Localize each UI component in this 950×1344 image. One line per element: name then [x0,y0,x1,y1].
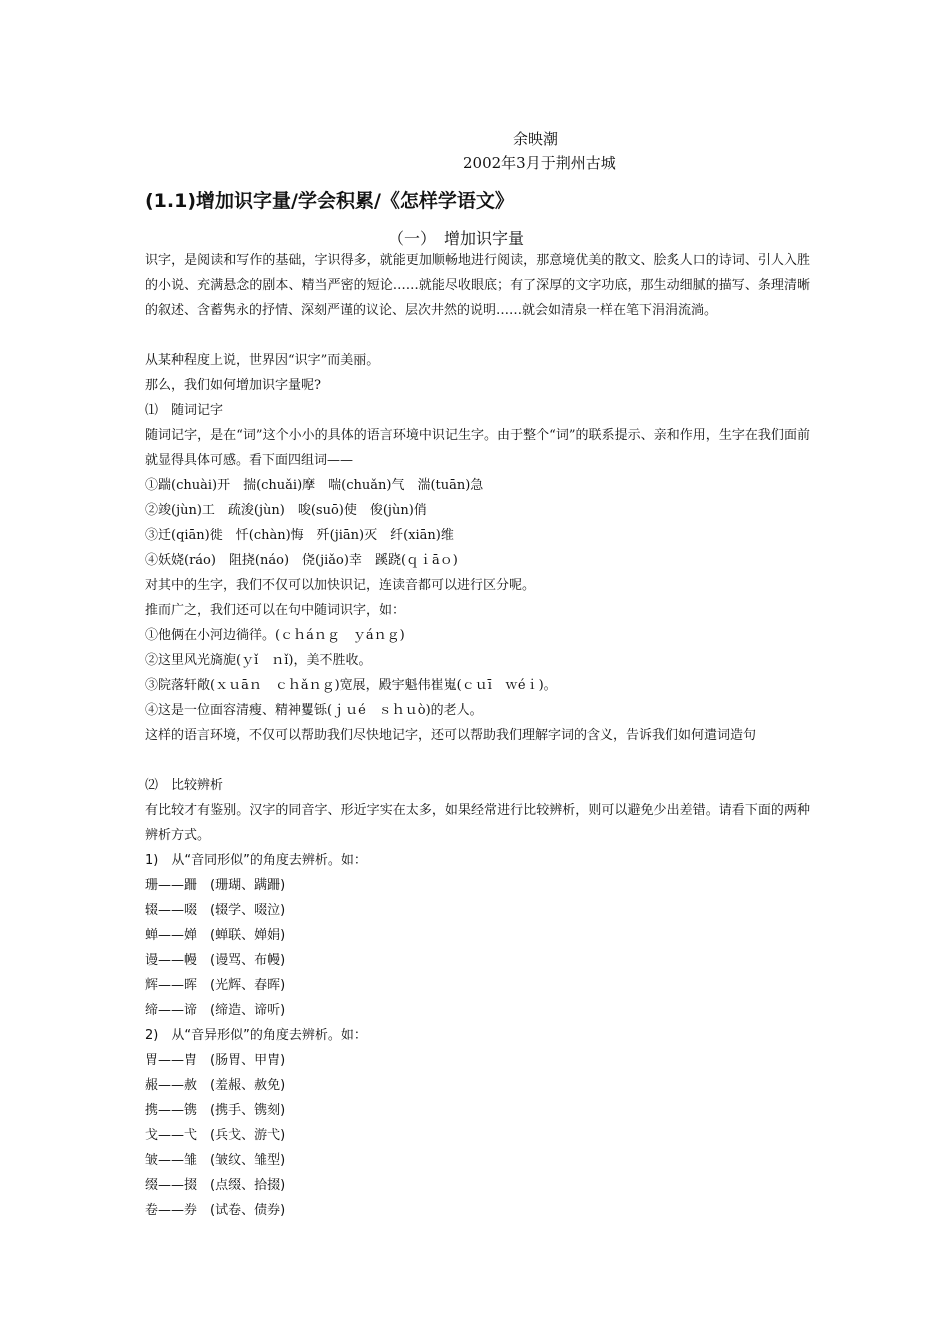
part2-title: ⑵ 比较辨析 [145,778,224,793]
compare-item: 辍——啜 (辍学、啜泣) [145,903,286,918]
compare-item: 缔——谛 (缔造、谛听) [145,1003,286,1018]
part1-paragraph: 随词记字，是在“词”这个小小的具体的语言环境中识记生字。由于整个“词”的联系提示、亲和作用，生字在我们面前就显得具体可感。看下面四组词—— [145,428,810,468]
word-group: ③迁(qiān)徙 忏(chàn)悔 歼(jiān)灭 纤(xiān)维 [145,528,454,543]
date-signature: 2002年3月于荆州古城 [463,154,616,172]
compare-item: 携——镌 (携手、镌刻) [145,1103,286,1118]
compare-item: 辉——晖 (光辉、春晖) [145,978,286,993]
compare-item: 珊——跚 (珊瑚、蹒跚) [145,878,286,893]
compare-item: 缀——掇 (点缀、拾掇) [145,1178,286,1193]
example-sentence: ②这里风光旖旎(ｙǐ ｎǐ)，美不胜收。 [145,653,372,668]
author-signature: 余映潮 [513,130,559,148]
word-group: ②竣(jùn)工 疏浚(jùn) 唆(suō)使 俊(jùn)俏 [145,503,427,518]
compare-item: 胃——胄 (肠胃、甲胄) [145,1053,286,1068]
compare-item: 卷——券 (试卷、债券) [145,1203,286,1218]
word-group: ④妖娆(ráo) 阻挠(náo) 侥(jiǎo)幸 蹊跷(ｑｉāｏ) [145,553,458,568]
part2-sub2: 2) 从“音异形似”的角度去辨析。如： [145,1028,367,1043]
compare-item: 谩——幔 (谩骂、布幔) [145,953,286,968]
intro-line-2: 从某种程度上说，世界因“识字”而美丽。 [145,353,380,368]
compare-item: 赧——赦 (羞赧、赦免) [145,1078,286,1093]
part1-closing: 这样的语言环境，不仅可以帮助我们尽快地记字，还可以帮助我们理解字词的含义，告诉我们如何遣词造句 [145,728,757,743]
compare-item: 皱——雏 (皱纹、雏型) [145,1153,286,1168]
word-group: ①踹(chuài)开 揣(chuǎi)摩 喘(chuǎn)气 湍(tuān)急 [145,478,484,493]
part2-sub1: 1) 从“音同形似”的角度去辨析。如： [145,853,367,868]
part1-after-1: 对其中的生字，我们不仅可以加快识记，连读音都可以进行区分呢。 [145,578,536,593]
compare-item: 戈——弋 (兵戈、游弋) [145,1128,286,1143]
section-title: （一） 增加识字量 [388,229,525,248]
part1-title: ⑴ 随词记字 [145,403,224,418]
example-sentence: ③院落轩敞(ｘｕāｎ ｃｈǎｎｇ)宽展，殿宇魁伟崔嵬(ｃｕī ｗéｉ)。 [145,678,557,693]
part2-paragraph: 有比较才有鉴别。汉字的同音字、形近字实在太多，如果经常进行比较辨析，则可以避免少出差错。请看下面的两种辨析方式。 [145,803,810,843]
intro-line-3: 那么，我们如何增加识字量呢? [145,378,321,393]
example-sentence: ①他俩在小河边徜徉。(ｃｈáｎｇ ｙáｎｇ) [145,628,405,643]
intro-paragraph: 识字，是阅读和写作的基础，字识得多，就能更加顺畅地进行阅读，那意境优美的散文、脍炙人口的诗词、引人入胜的小说、充满悬念的剧本、精当严密的短论……就能尽收眼底；有了深厚的文字功底，那生动细腻的描写、条理清晰的叙述、含蓄隽永的抒情、深刻严谨的议论、层次井然的说明……就会如清泉一样在笔下涓涓流淌。 [145,253,810,318]
part1-after-2: 推而广之，我们还可以在句中随词识字，如： [145,603,406,618]
compare-item: 蝉——婵 (蝉联、婵娟) [145,928,286,943]
example-sentence: ④这是一位面容清瘦、精神矍铄(ｊｕé ｓｈｕò)的老人。 [145,703,483,718]
page-title: (1.1)增加识字量/学会积累/《怎样学语文》 [145,190,514,212]
